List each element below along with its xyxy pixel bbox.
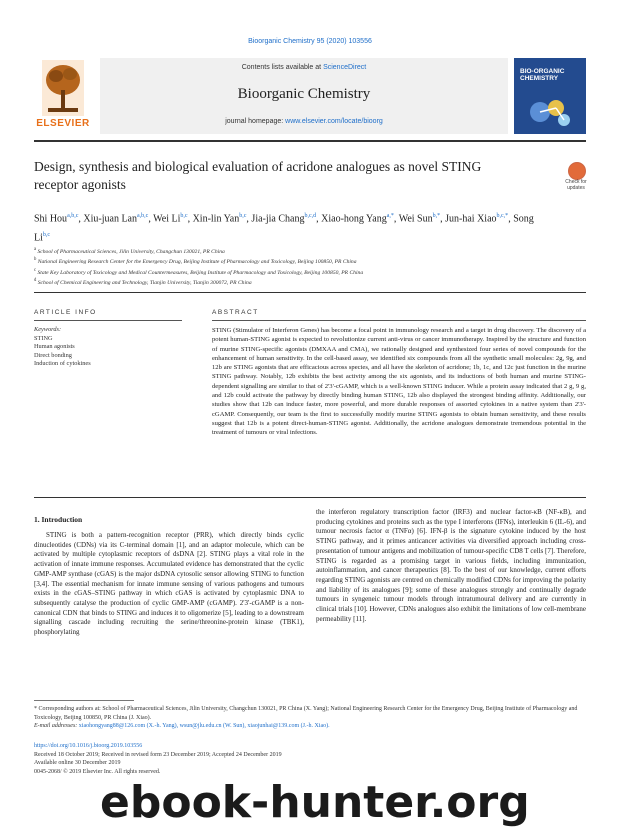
abstract-rule [212, 320, 586, 321]
affiliation-text: State Key Laboratory of Toxicology and Medical Countermeasures, Beijing Institute of Pharmacology and Toxicology, Beijing 100850, PR China [36, 269, 364, 276]
homepage-prefix: journal homepage: [225, 118, 286, 125]
corresponding-authors-text: * Corresponding authors at: School of Pharmaceutical Sciences, Jilin University, Changchun 130021, PR China (X. Yang); National Engineering Research Center for the Emergency Drug, Beijing Institute of Pharmacology and Toxicology, Beijing 100850, PR China (J. Xiao). [34, 706, 578, 721]
keyword: Induction of cytokines [34, 360, 91, 367]
author-affiliation-marker: b,c,* [496, 213, 509, 219]
affiliation-item [34, 277, 586, 287]
elsevier-tree-icon [42, 60, 84, 116]
affiliation-text: School of Chemical Engineering and Technology, Tianjin University, Tianjin 300072, PR China [36, 279, 252, 286]
cover-title: BIO-ORGANIC CHEMISTRY [520, 68, 565, 82]
keyword: Direct bonding [34, 351, 72, 359]
author-affiliation-marker: b,c,d [304, 213, 317, 219]
author-name[interactable]: Xin-lin Yan [192, 213, 240, 225]
homepage-line [100, 118, 508, 125]
author-affiliation-marker: a,* [386, 213, 394, 219]
author-affiliation-marker: b,c [180, 213, 188, 219]
footnote-rule [34, 700, 134, 701]
email-label: E-mail addresses: [34, 723, 78, 729]
author-name[interactable]: Xiu-juan Lan [83, 213, 137, 225]
affiliation-item [34, 267, 586, 277]
introduction-left-column [34, 531, 304, 638]
author-affiliation-marker: b,c [239, 213, 247, 219]
article-title: Design, synthesis and biological evaluation of acridone analogues as novel STING receptor agonists [34, 159, 482, 192]
author-name[interactable]: Wei Sun [398, 213, 433, 225]
abstract-bottom-rule [34, 497, 586, 498]
affiliation-marker: c [34, 267, 37, 273]
header-rule [34, 140, 586, 142]
author-name[interactable]: Shi Hou [34, 213, 68, 225]
article-info-heading: ARTICLE INFO [34, 309, 97, 316]
affiliation-item [34, 256, 586, 266]
corresponding-footnote [34, 705, 586, 731]
affiliation-text: National Engineering Research Center for the Emergency Drug, Beijing Institute of Pharmacology and Toxicology, Beijing 100850, PR China [36, 259, 357, 266]
abstract-heading: ABSTRACT [212, 309, 259, 316]
author-name[interactable]: Xiao-hong Yang [321, 213, 387, 225]
homepage-link[interactable]: www.elsevier.com/locate/bioorg [285, 118, 383, 125]
author-name[interactable]: Jun-hai Xiao [445, 213, 497, 225]
watermark-text: ebook-hunter.org [100, 777, 530, 828]
author-name[interactable]: Wei Li [153, 213, 181, 225]
author-affiliation-marker: b,c [42, 232, 51, 239]
intro-paragraph-left: STING is both a pattern-recognition receptor (PRR), which directly binds cyclic dinucleotides (CDNs) via its C-terminal domain [1], and an adaptor molecule, which can be activated by multiple cytoplasmic receptors of dsDNA [2]. STING plays a vital role in the activation of innate immune responses. Accumulated evidence has demonstrated that the cyclic GMP-AMP synthase (cGAS) is the major dsDNA cytosolic sensor allowing STING to function [3,4]. The essential mechanism for innate immune sensing of various pathogens and tumours exists in the cGAS–STING pathway in which cGAS is activated by cytoplasmic DNA to subsequently catalyse the production of cyclic GMP-AMP (cGAMP). 2'3'-cGAMP is a non-canonical CDN that binds to STING and induces it to oligomerize [5], leading to a downstream signalling cascade including recruiting the serine/threonine-protein kinase (TBK1), phosphorylating [34, 531, 304, 637]
cover-molecule-art [520, 92, 580, 130]
check-for-updates-badge[interactable] [562, 162, 590, 200]
author-list: Shi Hou$^{a,b,c}$, Xiu-juan Lan$^{a,b,c}$, Wei Li$^{b,c}$, Xin-lin Yan$^{b,c}$, Jia-jia Chang$^{b,c,d}$, Xiao-hong Yang$^{a,*}$, Wei Sun$^{b,*}$, Jun-hai Xiao$^{b,c,*}$, Song Li$^{b,c}$ [34, 213, 534, 244]
author-affiliation-marker: a,b,c [67, 213, 79, 219]
introduction-right-column [316, 508, 586, 624]
email-line [34, 722, 586, 731]
affiliation-item [34, 246, 586, 256]
journal-citation[interactable]: Bioorganic Chemistry 95 (2020) 103556 [248, 38, 372, 45]
online-date: Available online 30 December 2019 [34, 760, 121, 766]
publication-info [34, 742, 334, 776]
section-rule [34, 292, 586, 293]
article-info-rule [34, 320, 182, 321]
author-affiliation-marker: b,* [432, 213, 441, 219]
affiliation-marker: a [34, 247, 37, 252]
author-name[interactable]: Song Li [34, 213, 534, 244]
keywords-block [34, 326, 182, 369]
check-updates-icon [568, 162, 586, 180]
journal-title: Bioorganic Chemistry [237, 86, 371, 102]
intro-paragraph-right: the interferon regulatory transcription factor (IRF3) and nuclear factor-κB (NF-κB), and producing cytokines and proteins such as the type I interferons (IFNs), interleukin 6 (IL-6), and tumour necrosis factor α (TNFα) [6]. IFN-β is the signature cytokine induced by the host STING pathway, and it primes anticancer activities via diversified approach including cross-presentation of tumour antigens and mobilization of tumour-specific CD8 T cells [7]. Therefore, STING is regarded as a promising target in various fields, including immunization, autoinflammation, and cancer therapeutics [8]. To the best of our knowledge, current efforts regarding STING agonists are centred on chemically modified CDNs for improving the polarity and liability of its analogues [9]; some of these analogues strongly and continually degrade tumours in syngeneic tumour models through intratumoural delivery and are currently in clinical trials [10]. However, CDNs analogues also exhibit the limitations of low cell-membrane permeability [11]. [316, 508, 586, 623]
introduction-heading: 1. Introduction [34, 515, 83, 524]
check-updates-label: Check for updates [565, 179, 587, 191]
keywords-label: Keywords: [34, 326, 62, 333]
author-name[interactable]: Jia-jia Chang [251, 213, 305, 225]
elsevier-logo [34, 58, 92, 134]
author-affiliation-marker: a,b,c [136, 213, 149, 219]
sciencedirect-link[interactable]: ScienceDirect [323, 64, 367, 71]
copyright-line: 0045-2068/ © 2019 Elsevier Inc. All rights reserved. [34, 768, 161, 775]
doi-link[interactable]: https://doi.org/10.1016/j.bioorg.2019.103556 [34, 743, 143, 749]
contents-prefix: Contents lists available at [241, 64, 324, 71]
contents-line [100, 64, 508, 71]
journal-header [34, 58, 586, 136]
journal-info-box [100, 58, 508, 134]
elsevier-wordmark: ELSEVIER [36, 118, 90, 129]
affiliation-marker: b [34, 257, 37, 263]
journal-cover[interactable] [514, 58, 586, 134]
affiliation-list [34, 246, 586, 287]
keyword: STING [34, 334, 53, 342]
affiliation-marker: d [34, 278, 37, 284]
abstract-text: STING (Stimulator of Interferon Genes) has become a focal point in immunology research and a target in drug discovery. The discovery of a potent human-STING agonist is expected to revolutionize current anti-virus or cancer immunotherapy. Inspired by the structure and function of murine STING-specific agonists (DMXAA and CMA), we rationally designed and synthesized four series of novel compounds for the enhancement of human sensitivity. In the cell-based assay, we identified six compounds from all the synthetic small molecules: 2g, 9g, and 12b are STING agonists that are efficacious across species, and all have the skeleton of acridone; 1b, 1c, and 12c just function in the murine STING pathway. Notably, 12b exhibits the best activity among the six agonists, and its inductions of both human and murine STING-dependent signalling are similar to that of 2'3'-cGAMP, which is a well-known STING inducer. While a protein assay indicated that 2 g, 9 g, and 12b could activate the pathway by directly binding human STING, 12b also displayed the strongest binding affinity. Additionally, our studies show that 12b can induce faster, more powerful, and more durable responses of assorted cytokines in a native system than 2'3'-cGAMP. Consequently, our team is the first to successfully modify murine STING agonists to obtain human sensitivity, and these results suggest that 12b is a potent direct-human-STING agonist. Additionally, the acridone analogues demonstrate tremendous potential in the treatment of tumours or viral infections. [212, 327, 586, 437]
received-dates: Received 18 October 2019; Received in revised form 23 December 2019; Accepted 24 December 2019 [34, 751, 282, 758]
affiliation-text: School of Pharmaceutical Sciences, Jilin University, Changchun 130021, PR China [36, 248, 225, 255]
email-addresses[interactable]: xiaohongyang88@126.com (X.-h. Yang), wsun@jlu.edu.cn (W. Sun), xiaojunhai@139.com (J.-h. Xiao). [78, 723, 330, 729]
keyword: Human agonists [34, 343, 75, 350]
